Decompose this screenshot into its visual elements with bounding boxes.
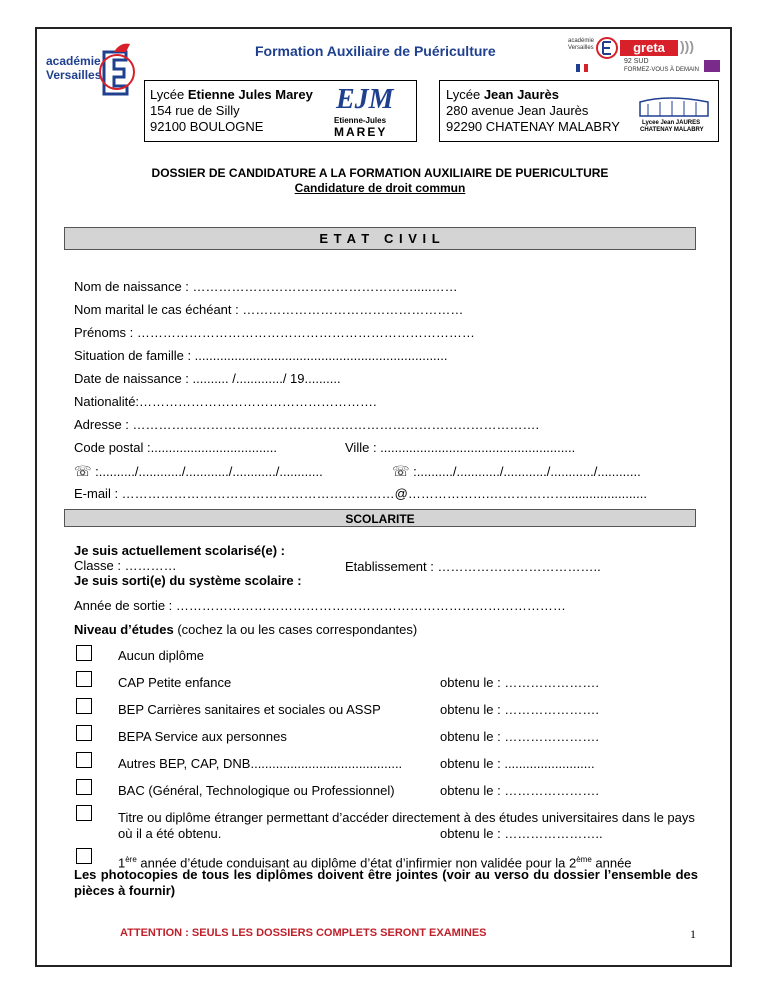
greta-e-icon — [596, 36, 618, 60]
checkbox-bep-css-assp[interactable] — [76, 698, 92, 714]
field-adresse[interactable]: Adresse : …………………………………………………………………………………. — [74, 417, 540, 432]
field-nom-marital[interactable]: Nom marital le cas échéant : …………………………………………… — [74, 302, 464, 317]
school1-address: 154 rue de Silly — [150, 103, 240, 118]
french-flag-icon — [576, 64, 588, 72]
field-obtenu-le[interactable]: obtenu le : ………………….. — [440, 826, 603, 841]
phone-row-1 — [74, 463, 323, 480]
formation-title: Formation Auxiliaire de Puériculture — [255, 43, 496, 59]
marey-logo — [326, 84, 412, 140]
photocopies-notice: Les photocopies de tous les diplômes doivent être jointes (voir au verso du dossier l’ensemble des pièces à fournir) — [74, 867, 698, 898]
diploma-label: CAP Petite enfance — [118, 675, 232, 690]
scolarise-label: Je suis actuellement scolarisé(e) : — [74, 543, 285, 558]
marey-logo-mark: EJM — [336, 84, 394, 115]
partner-badge-icon — [704, 60, 720, 72]
jaures-logo — [636, 96, 712, 138]
phone-icon: ☏ — [74, 463, 92, 479]
greta-brand-text: greta — [633, 40, 665, 55]
checkbox-bac[interactable] — [76, 779, 92, 795]
etat-civil-heading-bar — [64, 227, 696, 250]
attention-notice: ATTENTION : SEULS LES DOSSIERS COMPLETS SERONT EXAMINES — [120, 927, 487, 939]
titre-etranger-line2: où il a été obtenu. — [118, 826, 222, 841]
academie-e-icon — [96, 42, 138, 98]
field-obtenu-le[interactable]: obtenu le : …………………. — [440, 675, 599, 690]
field-nom-naissance[interactable]: Nom de naissance : …………………………………………….....…… — [74, 279, 458, 294]
greta-arrows: ))) — [680, 38, 694, 54]
logo-text-academie: académie — [46, 54, 101, 68]
school1-name-line — [150, 87, 313, 103]
sorti-label: Je suis sorti(e) du système scolaire : — [74, 573, 302, 588]
scolarite-heading: SCOLARITE — [345, 512, 415, 526]
checkbox-cap-petite-enfance[interactable] — [76, 671, 92, 687]
diploma-label: BAC (Général, Technologique ou Professionnel) — [118, 783, 395, 798]
marey-logo-line2: MAREY — [334, 125, 388, 139]
school2-name: Jean Jaurès — [483, 87, 559, 102]
checkbox-titre-etranger[interactable] — [76, 805, 92, 821]
ifsi-text: année — [591, 855, 632, 871]
school2-prefix: Lycée — [446, 87, 484, 102]
school2-city: 92290 CHATENAY MALABRY — [446, 119, 620, 134]
field-etablissement[interactable]: Etablissement : ……………………………….. — [345, 559, 601, 574]
greta-brand-badge — [620, 40, 678, 56]
checkbox-autres-bep-cap-dnb[interactable] — [76, 752, 92, 768]
school1-prefix: Lycée — [150, 87, 188, 102]
page-number: 1 — [690, 927, 696, 941]
checkbox-aucun-diplome[interactable] — [76, 645, 92, 661]
school1-name: Etienne Jules Marey — [187, 87, 313, 102]
school1-city: 92100 BOULOGNE — [150, 119, 264, 134]
field-date-naissance[interactable]: Date de naissance : .......... /............./ 19.......... — [74, 371, 341, 386]
checkbox-ifsi-premiere-annee[interactable] — [76, 848, 92, 864]
ifsi-sup: ère — [125, 855, 137, 864]
dossier-title: DOSSIER DE CANDIDATURE A LA FORMATION AUXILIAIRE DE PUERICULTURE — [151, 166, 609, 180]
ifsi-sup: ème — [576, 855, 592, 864]
niveau-etudes-label: Niveau d’études — [74, 622, 174, 637]
scolarite-heading-bar — [64, 509, 696, 527]
dossier-subtitle: Candidature de droit commun — [294, 181, 466, 195]
titre-etranger-line1: Titre ou diplôme étranger permettant d’accéder directement à des études universitaires dans le pays — [118, 810, 695, 825]
ifsi-text: 1 — [118, 855, 126, 871]
greta-sub1: 92 SUD — [624, 58, 649, 65]
field-code-postal[interactable]: Code postal :................................... — [74, 440, 278, 455]
jaures-logo-line1: Lycee Jean JAURES — [642, 120, 701, 126]
etat-civil-heading: E T A T C I V I L — [319, 231, 441, 246]
diploma-label: BEPA Service aux personnes — [118, 729, 287, 744]
field-obtenu-le[interactable]: obtenu le : …………………. — [440, 729, 599, 744]
field-obtenu-le[interactable]: obtenu le : …………………. — [440, 702, 599, 717]
phone-icon: ☏ — [392, 463, 410, 479]
school-building-icon — [638, 96, 710, 118]
school2-name-line — [446, 87, 559, 103]
diploma-label: Aucun diplôme — [118, 648, 204, 663]
niveau-etudes-line — [74, 622, 417, 638]
field-obtenu-le[interactable]: obtenu le : …………………. — [440, 783, 599, 798]
field-obtenu-le[interactable]: obtenu le : ......................... — [440, 756, 595, 771]
academie-versailles-logo — [46, 38, 136, 100]
greta-logo — [568, 36, 728, 80]
field-situation-famille[interactable]: Situation de famille : ...................................................................... — [74, 348, 448, 363]
jaures-logo-line2: CHATENAY MALABRY — [640, 127, 704, 133]
diploma-label: BEP Carrières sanitaires et sociales ou ASSP — [118, 702, 381, 717]
field-annee-sortie[interactable]: Année de sortie : ……………………………………………………………………………… — [74, 598, 566, 613]
phone-row-2 — [392, 463, 641, 480]
field-telephone-2[interactable]: :........../............/............/............/............ — [413, 464, 641, 479]
niveau-etudes-hint: (cochez la ou les cases correspondantes) — [173, 622, 418, 637]
field-classe[interactable]: Classe : ………… — [74, 558, 177, 573]
field-ville[interactable]: Ville : ...................................................... — [345, 440, 576, 455]
greta-small-academie: académie Versailles — [568, 38, 595, 51]
field-prenoms[interactable]: Prénoms : …………………………………………………………………… — [74, 325, 475, 340]
marey-logo-line1: Etienne-Jules — [334, 116, 387, 125]
ifsi-text: année d’étude conduisant au diplôme d’état d’infirmier non validée pour la 2 — [136, 855, 577, 871]
diploma-label: Autres BEP, CAP, DNB.......................................... — [118, 756, 403, 771]
school2-address: 280 avenue Jean Jaurès — [446, 103, 589, 118]
field-telephone-1[interactable]: :........../............/............/............/............ — [95, 464, 323, 479]
checkbox-bepa-service[interactable] — [76, 725, 92, 741]
field-nationalite[interactable]: Nationalité:………………………………………………. — [74, 394, 377, 409]
field-email[interactable]: E-mail : ………………………………………………………@……………….………………...................... — [74, 486, 647, 501]
greta-sub2: FORMEZ-VOUS À DEMAIN — [624, 67, 700, 73]
logo-text-versailles: Versailles — [46, 68, 102, 82]
